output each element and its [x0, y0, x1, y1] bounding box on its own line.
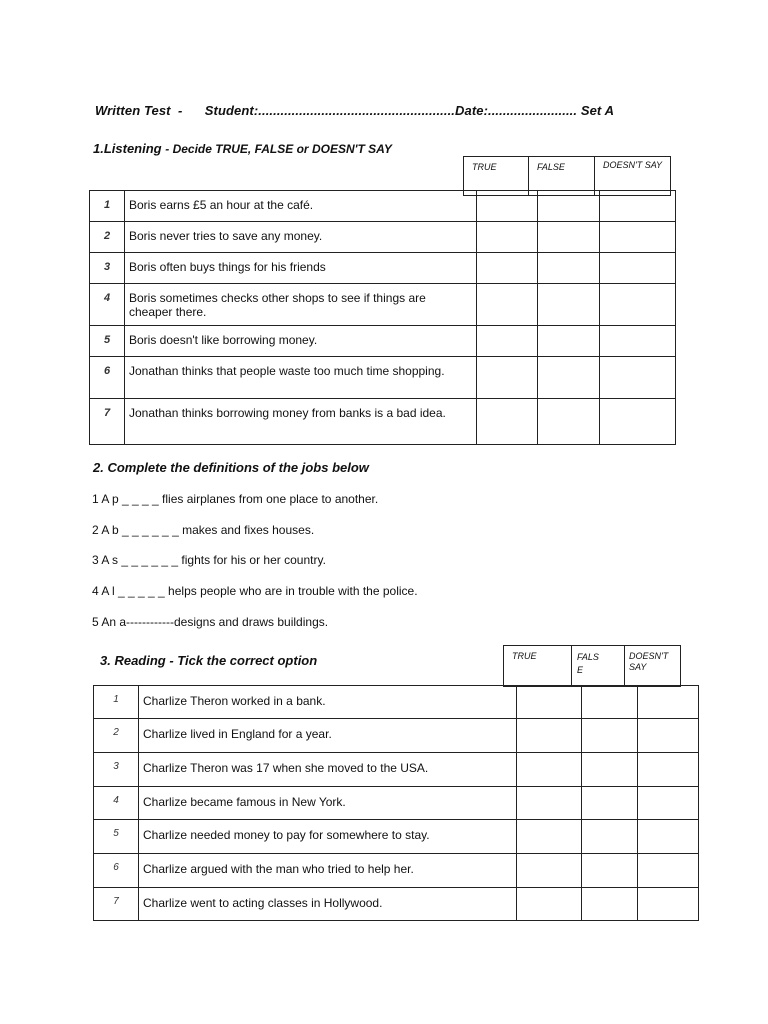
- answer-false-cell[interactable]: [538, 326, 600, 357]
- table-row: [90, 357, 676, 399]
- section1-title-main: 1.Listening: [93, 141, 162, 156]
- answer-true-cell[interactable]: [517, 686, 582, 719]
- statement: Charlize lived in England for a year.: [139, 719, 517, 753]
- answer-false-cell[interactable]: [538, 222, 600, 253]
- table-row: [94, 686, 699, 719]
- section3-title: 3. Reading - Tick the correct option: [100, 653, 318, 668]
- answer-doesnt-say-cell[interactable]: [600, 326, 676, 357]
- test-header: [95, 103, 614, 118]
- statement: Boris doesn't like borrowing money.: [125, 326, 477, 357]
- statement: Charlize needed money to pay for somewhere to stay.: [139, 820, 517, 854]
- row-number: 7: [90, 399, 125, 445]
- answer-false-cell[interactable]: [582, 820, 638, 854]
- answer-doesnt-say-cell[interactable]: [638, 753, 699, 787]
- definition-item: 2 A b _ _ _ _ _ _ makes and fixes houses.: [92, 523, 315, 537]
- table-row: [94, 719, 699, 753]
- table-row: [94, 753, 699, 787]
- col-doesnt-say: DOESN'T SAY: [595, 157, 671, 196]
- answer-doesnt-say-cell[interactable]: [638, 888, 699, 921]
- answer-true-cell[interactable]: [477, 326, 538, 357]
- answer-false-cell[interactable]: [582, 787, 638, 820]
- statement: Charlize Theron was 17 when she moved to the USA.: [139, 753, 517, 787]
- answer-doesnt-say-cell[interactable]: [638, 820, 699, 854]
- statement: Jonathan thinks that people waste too much time shopping.: [125, 357, 477, 399]
- row-number: 3: [90, 253, 125, 284]
- table-row: [94, 888, 699, 921]
- student-date-line: Student:.....................................................Date:........................: [204, 103, 578, 118]
- table-row: [90, 222, 676, 253]
- section3-table: [93, 685, 699, 921]
- row-number: 6: [94, 854, 139, 888]
- statement: Charlize became famous in New York.: [139, 787, 517, 820]
- row-number: 7: [94, 888, 139, 921]
- answer-true-cell[interactable]: [477, 222, 538, 253]
- row-number: 3: [94, 753, 139, 787]
- table-row: [90, 191, 676, 222]
- row-number: 1: [90, 191, 125, 222]
- answer-true-cell[interactable]: [477, 399, 538, 445]
- answer-doesnt-say-cell[interactable]: [638, 719, 699, 753]
- section1-title-sub: - Decide TRUE, FALSE or DOESN'T SAY: [165, 142, 392, 156]
- answer-doesnt-say-cell[interactable]: [600, 253, 676, 284]
- definition-item: 4 A l _ _ _ _ _ helps people who are in trouble with the police.: [92, 584, 418, 598]
- answer-true-cell[interactable]: [517, 787, 582, 820]
- answer-true-cell[interactable]: [477, 357, 538, 399]
- answer-true-cell[interactable]: [517, 719, 582, 753]
- answer-true-cell[interactable]: [477, 253, 538, 284]
- answer-true-cell[interactable]: [517, 820, 582, 854]
- statement: Charlize Theron worked in a bank.: [139, 686, 517, 719]
- answer-false-cell[interactable]: [538, 191, 600, 222]
- col-false: FALSE: [529, 157, 595, 196]
- set-label: Set A: [580, 103, 615, 118]
- table-row: [94, 820, 699, 854]
- answer-true-cell[interactable]: [477, 284, 538, 326]
- answer-doesnt-say-cell[interactable]: [638, 787, 699, 820]
- section2-title: 2. Complete the definitions of the jobs below: [93, 460, 369, 475]
- answer-false-cell[interactable]: [582, 888, 638, 921]
- table-row: [90, 284, 676, 326]
- answer-false-cell[interactable]: [538, 399, 600, 445]
- definition-item: 1 A p _ _ _ _ flies airplanes from one place to another.: [92, 492, 379, 506]
- statement: Boris earns £5 an hour at the café.: [125, 191, 477, 222]
- header-dash: -: [178, 103, 183, 118]
- row-number: 5: [90, 326, 125, 357]
- answer-doesnt-say-cell[interactable]: [638, 686, 699, 719]
- statement: Charlize argued with the man who tried to help her.: [139, 854, 517, 888]
- row-number: 2: [90, 222, 125, 253]
- col-doesnt-say: DOESN'T SAY: [625, 646, 681, 687]
- col-true: TRUE: [464, 157, 529, 196]
- answer-doesnt-say-cell[interactable]: [600, 399, 676, 445]
- row-number: 4: [90, 284, 125, 326]
- table-row: [94, 854, 699, 888]
- col-false: FALS E: [572, 646, 625, 687]
- statement: Boris sometimes checks other shops to see if things are cheaper there.: [125, 284, 477, 326]
- answer-true-cell[interactable]: [517, 854, 582, 888]
- answer-false-cell[interactable]: [538, 357, 600, 399]
- answer-true-cell[interactable]: [477, 191, 538, 222]
- answer-false-cell[interactable]: [582, 719, 638, 753]
- statement: Charlize went to acting classes in Hollywood.: [139, 888, 517, 921]
- table-row: [94, 787, 699, 820]
- section1-title: [93, 141, 392, 156]
- row-number: 2: [94, 719, 139, 753]
- section3-column-headers: [503, 645, 681, 687]
- test-label: Written Test: [95, 103, 171, 118]
- answer-false-cell[interactable]: [582, 854, 638, 888]
- row-number: 1: [94, 686, 139, 719]
- row-number: 4: [94, 787, 139, 820]
- answer-doesnt-say-cell[interactable]: [600, 222, 676, 253]
- table-row: [90, 399, 676, 445]
- statement: Boris often buys things for his friends: [125, 253, 477, 284]
- definition-item: 3 A s _ _ _ _ _ _ fights for his or her country.: [92, 553, 326, 567]
- answer-true-cell[interactable]: [517, 888, 582, 921]
- answer-true-cell[interactable]: [517, 753, 582, 787]
- answer-doesnt-say-cell[interactable]: [638, 854, 699, 888]
- answer-doesnt-say-cell[interactable]: [600, 357, 676, 399]
- definition-item: 5 An a------------designs and draws buildings.: [92, 615, 329, 629]
- answer-false-cell[interactable]: [538, 284, 600, 326]
- answer-false-cell[interactable]: [582, 753, 638, 787]
- answer-false-cell[interactable]: [582, 686, 638, 719]
- answer-doesnt-say-cell[interactable]: [600, 284, 676, 326]
- section1-table: [89, 190, 676, 445]
- answer-false-cell[interactable]: [538, 253, 600, 284]
- table-row: [90, 326, 676, 357]
- table-row: [90, 253, 676, 284]
- statement: Jonathan thinks borrowing money from banks is a bad idea.: [125, 399, 477, 445]
- row-number: 5: [94, 820, 139, 854]
- col-true: TRUE: [504, 646, 572, 687]
- answer-doesnt-say-cell[interactable]: [600, 191, 676, 222]
- row-number: 6: [90, 357, 125, 399]
- statement: Boris never tries to save any money.: [125, 222, 477, 253]
